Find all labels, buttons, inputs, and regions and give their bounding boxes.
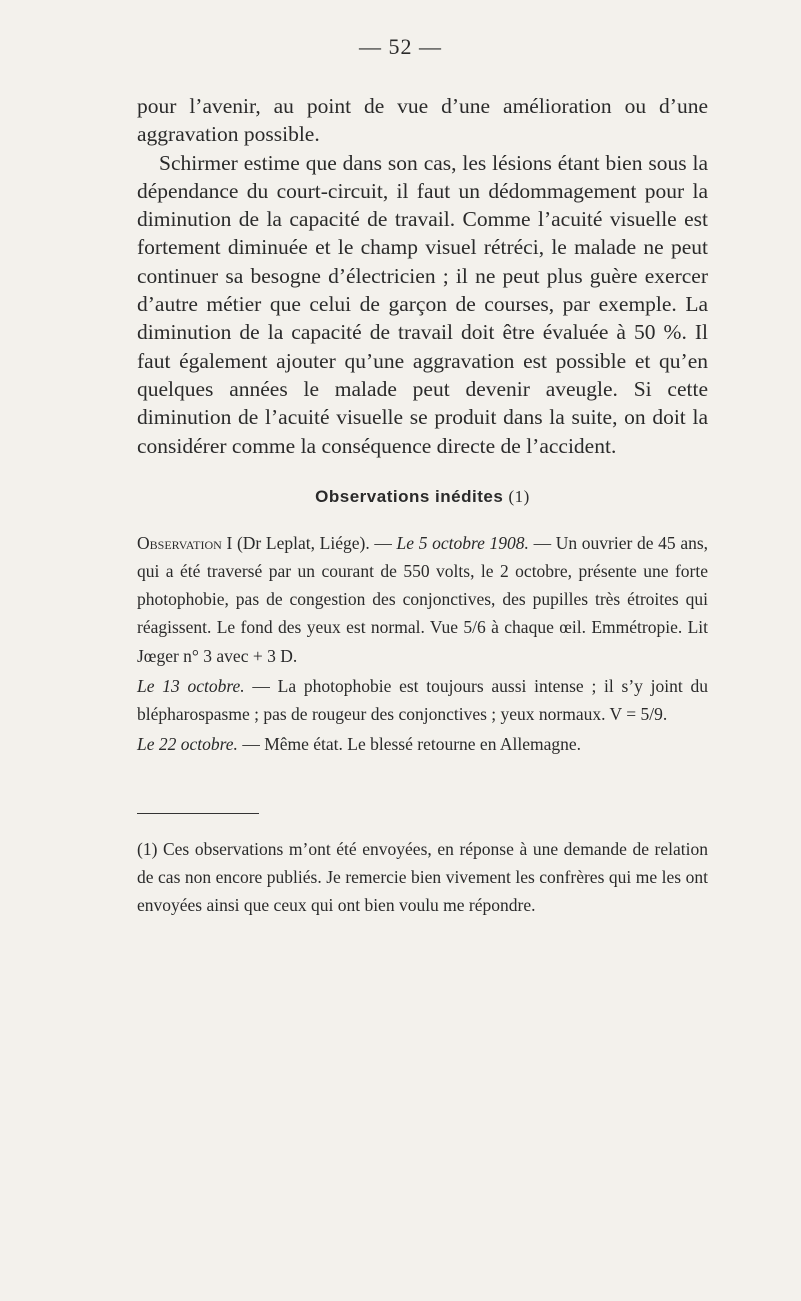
footnote bbox=[137, 836, 708, 919]
observation-date-3: Le 22 octobre. bbox=[137, 734, 238, 755]
observation-block bbox=[137, 529, 708, 759]
observation-label: Observation I bbox=[137, 532, 233, 553]
paragraph-continued: pour l’avenir, au point de vue d’une amélioration ou d’une aggravation possible. bbox=[137, 94, 708, 147]
observation-author: (Dr Leplat, Liége). bbox=[236, 532, 370, 553]
footnote-divider bbox=[137, 813, 259, 814]
observation-text-2: — La photophobie est toujours aussi intense ; il s’y joint du blépharospasme ; pas de rougeur des conjonctives ; yeux normaux. V = 5/9. bbox=[137, 675, 708, 725]
paragraph-schirmer: Schirmer estime que dans son cas, les lésions étant bien sous la dépendance du court-circuit, il faut un dédommagement pour la diminution de la capacité de travail. Comme l’acuité visuelle est fortement diminuée et le champ visuel rétréci, le malade ne peut continuer sa besogne d’électricien ; il ne peut plus guère exercer d’autre métier que celui de garçon de courses, par exemple. La diminution de la capacité de travail doit être évaluée à 50 %. Il faut également ajouter qu’une aggravation est possible et qu’en quelques années le malade peut devenir aveugle. Si cette diminution de l’acuité visuelle se produit dans la suite, on doit la considérer comme la conséquence directe de l’accident. bbox=[137, 150, 708, 458]
observation-entry-2 bbox=[137, 672, 708, 728]
observation-entry-1 bbox=[137, 529, 708, 670]
observation-dash: — bbox=[369, 532, 397, 553]
observation-date-1: Le 5 octobre 1908. bbox=[396, 532, 529, 553]
section-heading-title: Observations inédites bbox=[315, 486, 504, 506]
observation-entry-3 bbox=[137, 730, 708, 758]
observation-text-3: — Même état. Le blessé retourne en Allemagne. bbox=[237, 734, 582, 755]
observation-date-2: Le 13 octobre. bbox=[137, 675, 245, 696]
main-text bbox=[137, 92, 708, 460]
page-body bbox=[137, 92, 708, 920]
section-heading bbox=[137, 487, 708, 507]
observation-text-1: — Un ouvrier de 45 ans, qui a été traversé par un courant de 550 volts, le 2 octobre, présente une forte photophobie, pas de congestion des conjonctives, des pupilles très étroites qui réagissent. Le fond des yeux est normal. Vue 5/6 à chaque œil. Emmétropie. Lit Jœger n° 3 avec + 3 D. bbox=[137, 532, 709, 666]
page-number: — 52 — bbox=[359, 34, 442, 59]
footnote-reference: (1) bbox=[508, 486, 530, 506]
footnote-text: (1) Ces observations m’ont été envoyées, en réponse à une demande de relation de cas non encore publiés. Je remercie bien vivement les confrères qui me les ont envoyées ainsi que ceux qui ont bien voulu me répondre. bbox=[137, 839, 708, 915]
